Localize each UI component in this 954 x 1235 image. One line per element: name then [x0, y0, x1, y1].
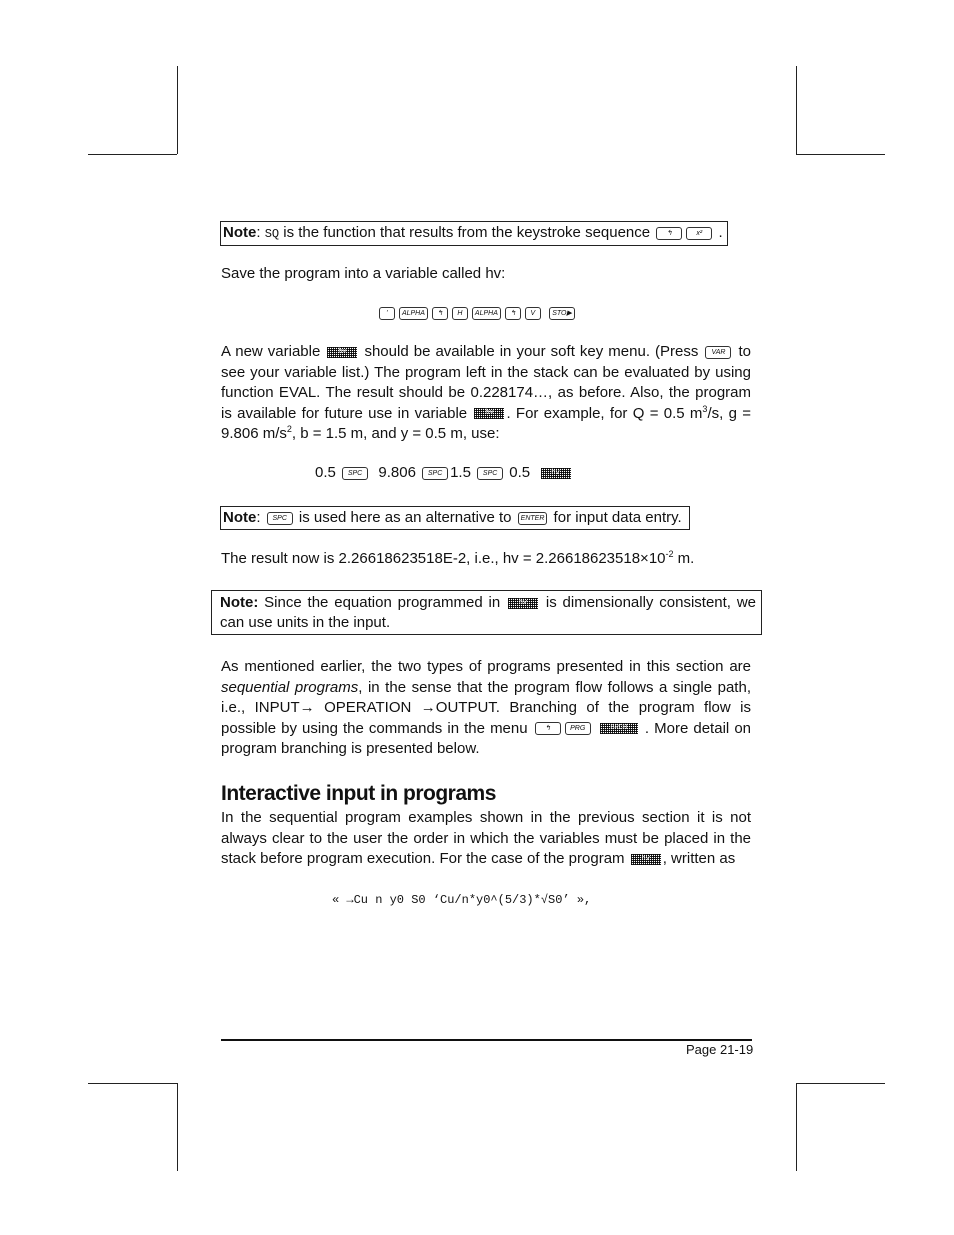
soft-key-label: hv: [551, 468, 560, 477]
paragraph-sequential-programs: [221, 657, 751, 760]
save-instruction: Save the program into a variable called hv:: [221, 265, 506, 282]
soft-key-hv: [631, 854, 661, 865]
crop-mark: [796, 1083, 885, 1084]
crop-mark: [796, 1083, 797, 1171]
soft-key-hv: [508, 598, 538, 609]
crop-mark: [177, 66, 178, 154]
spc-key: SPC: [422, 467, 448, 480]
soft-key-label: BRCH: [610, 724, 628, 733]
alpha-key: ALPHA: [399, 307, 428, 320]
text: In the sequential program examples shown in the previous section it is not always clear to the user the order in which the variables must be placed in the stack before program execution. For the case of the program: [221, 809, 751, 867]
soft-key-brch: [600, 723, 638, 734]
value: 0.5: [509, 464, 531, 481]
text: should be available in your soft key menu. (Press: [364, 343, 699, 360]
value: 9.806: [378, 464, 416, 481]
spc-key: SPC: [342, 467, 368, 480]
crop-mark: [796, 66, 797, 154]
soft-key-label: hv: [338, 347, 347, 356]
input-sequence: [315, 464, 573, 481]
note-label: Note:: [220, 594, 259, 611]
soft-key-hv: [541, 468, 571, 479]
alpha-key: ALPHA: [472, 307, 501, 320]
page-number: Page 21-19: [686, 1042, 754, 1057]
note-label: Note: [223, 224, 257, 241]
crop-mark: [88, 154, 177, 155]
crop-mark: [796, 154, 885, 155]
soft-key-label: hv: [641, 854, 650, 863]
superscript: 3: [702, 403, 708, 414]
text: Since the equation programmed in: [258, 594, 507, 611]
text: for input data entry.: [549, 509, 682, 526]
text: The result now is 2.26618623518E-2, i.e., hv = 2.26618623518×10: [221, 550, 666, 567]
sto-key: STO▶: [549, 307, 575, 320]
text: As mentioned earlier, the two types of programs presented in this section are: [221, 658, 751, 675]
crop-mark: [177, 1083, 178, 1171]
program-listing: « →Cu n y0 S0 ‘Cu/n*y0^(5/3)*√S0’ »,: [332, 893, 592, 907]
text: A new variable: [221, 343, 321, 360]
x-squared-key: x²: [686, 227, 712, 240]
text: . More detail on program branching is presented below.: [221, 719, 752, 757]
superscript: -2: [665, 549, 674, 559]
var-key: VAR: [705, 346, 731, 359]
text: is used here as an alternative to: [294, 509, 516, 526]
superscript: 2: [286, 424, 292, 434]
emphasis: sequential programs: [221, 678, 359, 696]
note-label: Note: [223, 509, 257, 526]
sq-code: SQ: [264, 227, 280, 241]
paragraph-interactive-input: [221, 808, 751, 870]
left-shift-key: ↰: [505, 307, 521, 320]
spc-key: SPC: [267, 512, 293, 525]
paragraph-new-variable: [221, 342, 751, 445]
note-box-units: [211, 590, 762, 635]
text: m.: [673, 550, 695, 567]
result-line: [221, 549, 751, 570]
soft-key-label: hv: [518, 598, 528, 607]
left-shift-key: ↰: [656, 227, 682, 240]
text: to see your variable list.) The program left in the stack can be evaluated by using function EVAL. The result should be 0.228174…, as before. Also, the program is available for future use in variable: [221, 343, 752, 422]
value: 0.5: [315, 464, 336, 481]
text: , written as: [662, 850, 736, 867]
left-shift-key: ↰: [432, 307, 448, 320]
prg-key: PRG: [565, 722, 591, 735]
note-text: is the function that results from the keystroke sequence: [279, 224, 651, 241]
tick-key: ’: [379, 307, 395, 320]
text: is dimensionally consistent, we can use units in the input.: [220, 594, 756, 631]
note-box-sq: Note: SQ is the function that results from the keystroke sequence ↰ x² .: [220, 221, 728, 246]
soft-key-hv: [474, 408, 504, 419]
v-key: V: [525, 307, 541, 320]
text: . For example, for Q = 0.5 m: [506, 404, 703, 422]
keystroke-sequence: [0, 304, 954, 321]
section-heading: Interactive input in programs: [221, 782, 496, 805]
spc-key: SPC: [477, 467, 503, 480]
note-box-spc: Note: SPC is used here as an alternative to ENTER for input data entry.: [220, 506, 690, 530]
value: 1.5: [450, 464, 471, 481]
h-key: H: [452, 307, 468, 320]
enter-key: ENTER: [518, 512, 548, 525]
text: /s, g = 9.806 m/s: [221, 404, 751, 442]
left-shift-key: ↰: [535, 722, 561, 735]
text: , b = 1.5 m, and y = 0.5 m, use:: [291, 425, 500, 442]
footer-rule: [221, 1039, 752, 1041]
crop-mark: [88, 1083, 177, 1084]
soft-key-hv: [327, 347, 357, 358]
text: , in the sense that the program flow follows a single path, i.e., INPUT→ OPERATION →OUTPUT. Branching of the program flow is possible by using the commands in the menu: [221, 678, 751, 737]
soft-key-label: hv: [485, 409, 494, 418]
